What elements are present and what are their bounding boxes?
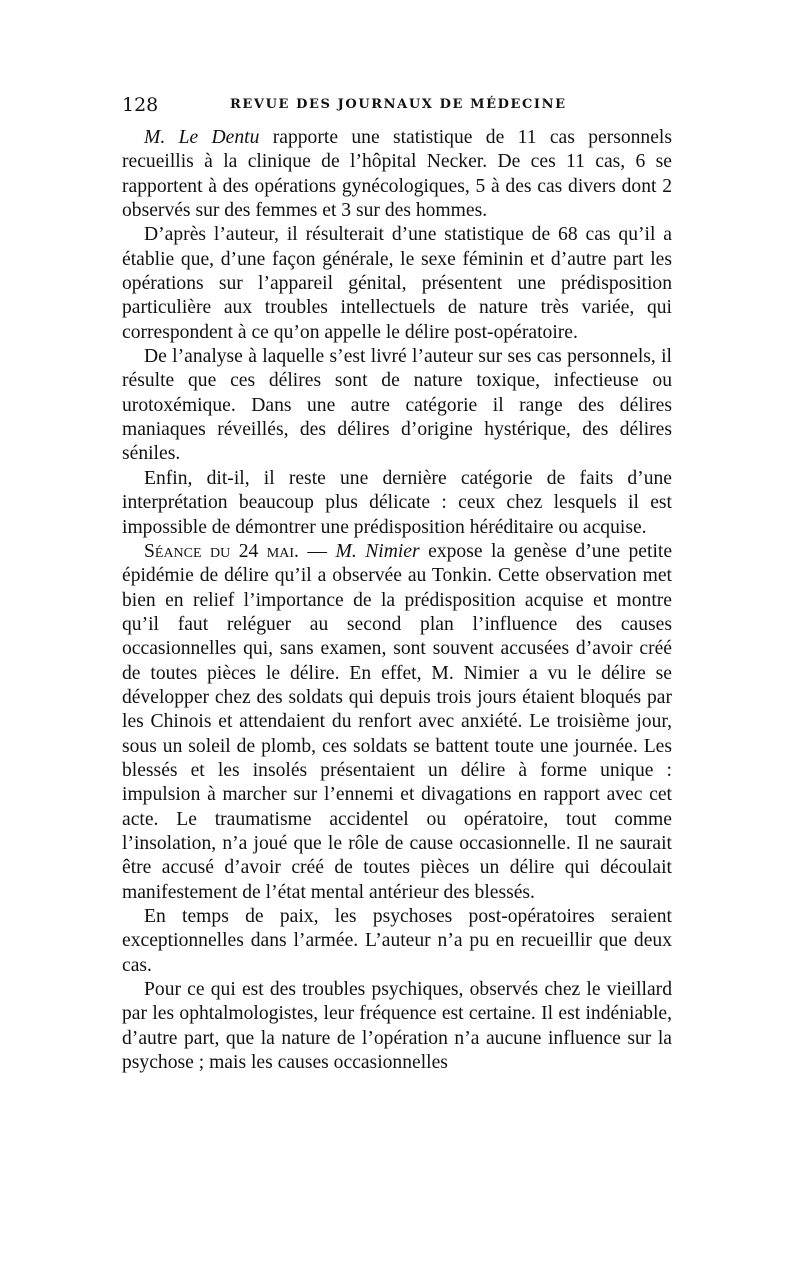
page-number: 128	[122, 94, 159, 116]
paragraph-text: Enfin, dit-il, il reste une dernière catégorie de faits d’une interprétation beaucoup plus délicate : ceux chez lesquels il est impossible de démontrer une prédisposition héréditaire ou acquise.	[122, 467, 672, 538]
dash: —	[298, 540, 336, 562]
paragraph-text: Pour ce qui est des troubles psychiques, observés chez le vieillard par les ophtalmologistes, leur fréquence est certaine. Il est indéniable, d’autre part, que la nature de l’opération n’a aucune influence sur la psychose ; mais les causes occasionnelles	[122, 979, 672, 1074]
running-title: REVUE DES JOURNAUX DE MÉDECINE	[230, 97, 567, 112]
page-header	[122, 94, 672, 120]
session-heading: Séance du 24 mai.	[144, 540, 299, 562]
paragraph-enfin	[122, 467, 672, 540]
author-name: M. Nimier	[335, 540, 420, 562]
body-text	[122, 126, 672, 1075]
paragraph-temps-de-paix	[122, 905, 672, 978]
paragraph-text: D’après l’auteur, il résulterait d’une statistique de 68 cas qu’il a établie que, d’une façon générale, le sexe féminin et d’autre part les opérations sur l’appareil génital, présentent une prédisposition particulière aux troubles intellectuels de nature très variée, qui correspondent à ce qu’on appelle le délire post-opératoire.	[122, 224, 672, 343]
paragraph-le-dentu	[122, 126, 672, 223]
paragraph-analyse	[122, 345, 672, 467]
paragraph-text: rapporte une statistique de 11 cas personnels recueillis à la clinique de l’hôpital Necker. De ces 11 cas, 6 se rapportent à des opérations gynécologiques, 5 à des cas divers dont 2 observés sur des femmes et 3 sur des hommes.	[122, 127, 672, 222]
paragraph-text: expose la genèse d’une petite épidémie de délire qu’il a observée au Tonkin. Cette observation met bien en relief l’importance de la prédisposition acquise et montre qu’il faut reléguer au second plan l’influence des causes occasionnelles qui, sans examen, sont souvent accusées d’avoir créé de toutes pièces le délire. En effet, M. Nimier a vu le délire se développer chez des soldats qui depuis trois jours étaient bloqués par les Chinois et attendaient du renfort avec anxiété. Le troisième jour, sous un soleil de plomb, ces soldats se battent toute une journée. Les blessés et les insolés présentaient un délire à forme unique : impulsion à marcher sur l’ennemi et divagations en rapport avec cet acte. Le traumatisme accidentel ou opératoire, tout comme l’insolation, n’a joué que le rôle de cause occasionnelle. Il ne saurait être accusé d’avoir créé de toutes pièces un délire qui découlait manifestement de l’état mental antérieur des blessés.	[122, 540, 673, 903]
paragraph-seance	[122, 540, 672, 905]
author-name: M. Le Dentu	[144, 127, 260, 148]
paragraph-text: En temps de paix, les psychoses post-opératoires seraient exceptionnelles dans l’armée. L’auteur n’a pu en recueillir que deux cas.	[122, 906, 672, 976]
paragraph-troubles-psychiques	[122, 978, 672, 1075]
paragraph-text: De l’analyse à laquelle s’est livré l’auteur sur ses cas personnels, il résulte que ces délires sont de nature toxique, infectieuse ou urotoxémique. Dans une autre catégorie il range des délires maniaques réveillés, des délires d’origine hystérique, des délires séniles.	[122, 346, 672, 465]
paragraph-statistique	[122, 223, 672, 345]
